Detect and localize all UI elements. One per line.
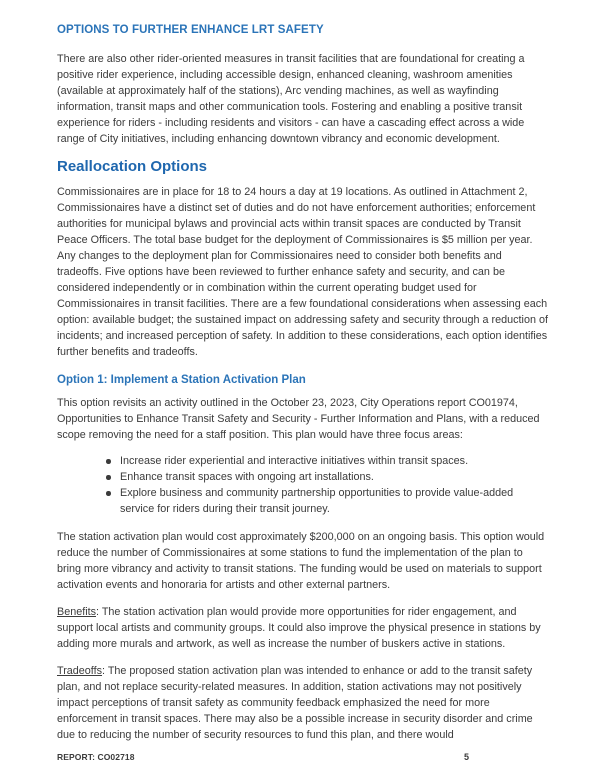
focus-area-item: Explore business and community partnership opportunities to provide value-added service for riders during their transit journey.	[120, 485, 549, 517]
page-footer	[0, 752, 606, 766]
option1-cost-paragraph: The station activation plan would cost approximately $200,000 on an ongoing basis. This option would reduce the number of Commissionaires at some stations to fund the implementation of the plan to bring more vibrancy and activity to transit stations. The funding would be used on materials to support activation events and honoraria for artists and other external partners.	[57, 531, 545, 591]
benefits-paragraph	[57, 604, 549, 652]
option1-heading: Option 1: Implement a Station Activation Plan	[57, 374, 306, 386]
focus-areas-list	[57, 453, 549, 517]
focus-area-item: Enhance transit spaces with ongoing art installations.	[120, 469, 549, 485]
benefits-label: Benefits	[57, 606, 97, 618]
tradeoffs-label: Tradeoffs	[57, 665, 103, 677]
footer-page-number: 5	[464, 752, 470, 762]
focus-area-item: Increase rider experiential and interactive initiatives within transit spaces.	[120, 453, 549, 469]
footer-report-id: REPORT: CO02718	[57, 752, 135, 762]
reallocation-paragraph: Commissionaires are in place for 18 to 24 hours a day at 19 locations. As outlined in Attachment 2, Commissionaires have a distinct set of duties and do not have enforcement authorities; enforcement authorities for municipal bylaws and provincial acts within transit spaces are conducted by Transit Peace Officers. The total base budget for the deployment of Commissionaires is $5 million per year. Any changes to the deployment plan for Commissionaires need to consider both benefits and tradeoffs. Five options have been reviewed to further enhance safety and security, and can be considered independently or in combination within the current operating budget used for Commissionaires in transit facilities. There are a few foundational considerations when assessing each option: available budget; the sustained impact on addressing safety and security through a reduction of incidents; and increased perception of safety. In addition to these considerations, each option identifies further benefits and tradeoffs.	[57, 186, 548, 358]
intro-paragraph: There are also other rider-oriented measures in transit facilities that are foundational for creating a positive rider experience, including accessible design, enhanced cleaning, washroom amenities (available at approximately half of the stations), Arc vending machines, as well as wayfinding information, transit maps and other communication tools. Fostering and enabling a positive transit experience for riders - including residents and visitors - can have a cascading effect across a wide range of City initiatives, including enhancing downtown vibrancy and economic development.	[57, 53, 525, 145]
tradeoffs-paragraph	[57, 663, 549, 743]
section-heading-reallocation-options: Reallocation Options	[57, 158, 208, 175]
option1-intro-paragraph: This option revisits an activity outlined in the October 23, 2023, City Operations report CO01974, Opportunities to Enhance Transit Safety and Security - Further Information and Plans, with a reduced scope removing the need for a staff position. This plan would have three focus areas:	[57, 397, 540, 441]
benefits-text: : The station activation plan would provide more opportunities for rider engagement, and support local artists and community groups. It could also improve the physical presence in stations by adding more murals and artwork, as well as increase the number of buskers active in stations.	[57, 606, 541, 650]
section-heading-lrt-safety: OPTIONS TO FURTHER ENHANCE LRT SAFETY	[57, 24, 324, 36]
page-content	[57, 24, 549, 754]
tradeoffs-text: : The proposed station activation plan was intended to enhance or add to the transit safety plan, and not replace security-related measures. In addition, station activations may not positively impact perceptions of transit safety as community feedback emphasized the need for more enforcement in transit spaces. There may also be a possible increase in security disorder and crime due to reducing the number of security resources to fund this plan, and there would	[57, 665, 533, 741]
